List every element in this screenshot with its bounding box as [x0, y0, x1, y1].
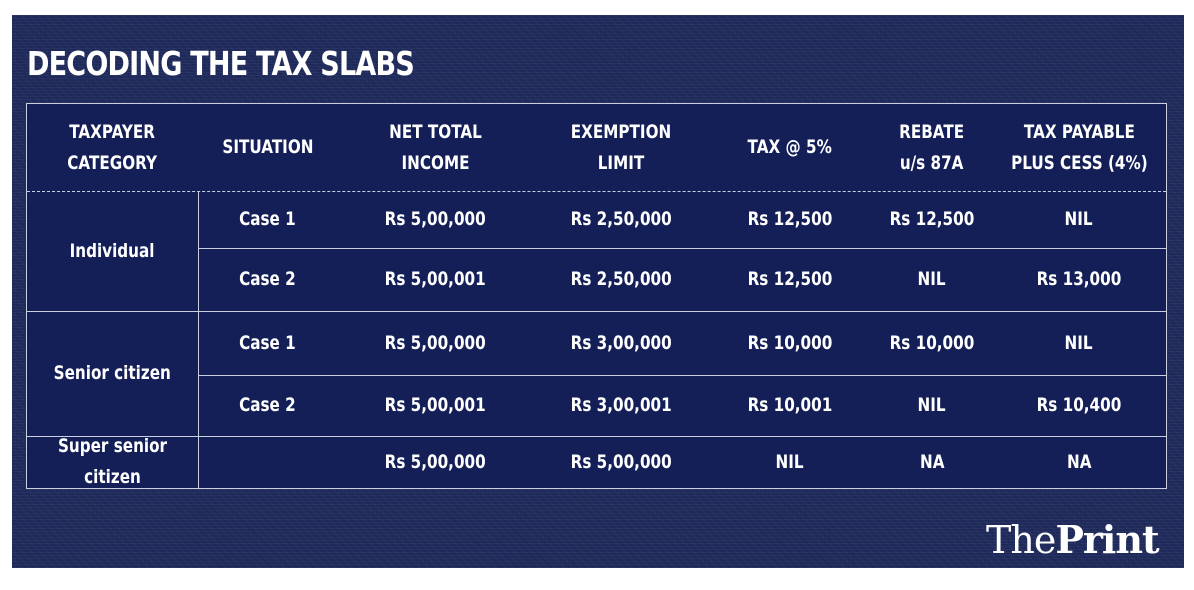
- cell-text: Case 1: [239, 331, 296, 354]
- cell-text: NIL: [917, 394, 947, 416]
- table-cell-rebate: [872, 191, 992, 248]
- cell-text: Rs 10,400: [1036, 394, 1122, 416]
- cell-text: Rs 5,00,000: [384, 450, 487, 473]
- table-cell-net-income: [337, 311, 534, 375]
- cell-text: NA: [1066, 450, 1092, 473]
- header-tax-5-text: TAX @ 5%: [747, 136, 833, 158]
- header-tax-5: [708, 104, 872, 191]
- header-rebate: [872, 104, 992, 191]
- table-cell-exemption: [534, 311, 708, 375]
- cell-text: NIL: [917, 268, 947, 290]
- cell-text: Rs 10,001: [747, 394, 833, 416]
- category-super-senior-citizen-text: Super senior citizen: [57, 435, 168, 488]
- cell-text: Rs 5,00,000: [384, 208, 487, 230]
- table-cell-net-income: [337, 191, 534, 248]
- category-senior-citizen: [27, 311, 198, 436]
- header-category-text: TAXPAYER CATEGORY: [67, 120, 158, 174]
- table-cell-tax-5: [708, 311, 872, 375]
- cell-text: Case 2: [239, 268, 296, 290]
- cell-text: NA: [919, 450, 945, 473]
- table-cell-exemption: [534, 436, 708, 488]
- table-cell-situation: [198, 311, 337, 375]
- table-cell-tax-5: [708, 248, 872, 311]
- category-senior-citizen-text: Senior citizen: [53, 362, 172, 384]
- table-cell-situation: [198, 375, 337, 436]
- header-situation-text: SITUATION: [221, 136, 314, 158]
- table-cell-net-income: [337, 248, 534, 311]
- cell-text: Rs 12,500: [889, 208, 975, 230]
- table-cell-situation: [198, 191, 337, 248]
- table-cell-exemption: [534, 375, 708, 436]
- cell-text: Rs 2,50,000: [570, 208, 672, 230]
- logo-the: The: [986, 518, 1056, 562]
- cell-text: Rs 5,00,001: [384, 394, 487, 416]
- header-net-income: [337, 104, 534, 191]
- table-cell-exemption: [534, 248, 708, 311]
- cell-text: Rs 5,00,000: [384, 331, 487, 354]
- cell-text: Rs 10,000: [747, 331, 833, 354]
- table-cell-exemption: [534, 191, 708, 248]
- cell-text: NIL: [1064, 208, 1094, 230]
- cell-text: Rs 12,500: [747, 208, 833, 230]
- cell-text: Rs 3,00,001: [570, 394, 672, 416]
- table-cell-tax-5: [708, 436, 872, 488]
- logo-print: Print: [1055, 517, 1159, 562]
- table-cell-tax-payable: [992, 436, 1166, 488]
- header-net-income-text: NET TOTAL INCOME: [389, 120, 482, 174]
- category-individual-text: Individual: [70, 239, 155, 262]
- cell-text: Rs 2,50,000: [570, 268, 672, 290]
- header-exemption: [534, 104, 708, 191]
- cell-text: Rs 10,000: [889, 331, 975, 354]
- table-cell-tax-payable: [992, 311, 1166, 375]
- table-cell-net-income: [337, 375, 534, 436]
- category-super-senior-citizen: [27, 436, 198, 488]
- table-cell-situation: [198, 248, 337, 311]
- header-situation: [198, 104, 337, 191]
- header-rebate-text: REBATE u/s 87A: [899, 120, 965, 174]
- table-cell-tax-payable: [992, 375, 1166, 436]
- header-exemption-text: EXEMPTION LIMIT: [570, 120, 672, 174]
- cell-text: NIL: [1064, 331, 1094, 354]
- cell-text: Rs 12,500: [747, 268, 833, 290]
- theprint-logo: [986, 518, 1159, 562]
- header-category: [27, 104, 198, 191]
- table-cell-tax-5: [708, 375, 872, 436]
- table-cell-tax-5: [708, 191, 872, 248]
- header-tax-payable: [992, 104, 1166, 191]
- header-tax-payable-text: TAX PAYABLE PLUS CESS (4%): [1010, 120, 1148, 174]
- cell-text: Rs 13,000: [1036, 268, 1122, 290]
- cell-text: Case 2: [239, 394, 296, 416]
- table-cell-rebate: [872, 436, 992, 488]
- table-cell-rebate: [872, 311, 992, 375]
- table-cell-net-income: [337, 436, 534, 488]
- table-cell-rebate: [872, 248, 992, 311]
- cell-text: Rs 5,00,001: [384, 268, 487, 290]
- cell-text: NIL: [775, 450, 805, 473]
- tax-slab-table: [26, 103, 1167, 489]
- cell-text: Rs 5,00,000: [570, 450, 672, 473]
- table-cell-rebate: [872, 375, 992, 436]
- table-cell-situation: [198, 436, 337, 488]
- table-cell-tax-payable: [992, 248, 1166, 311]
- category-individual: [27, 191, 198, 311]
- cell-text: Rs 3,00,000: [570, 331, 672, 354]
- cell-text: Case 1: [239, 208, 296, 230]
- table-cell-tax-payable: [992, 191, 1166, 248]
- page-title: DECODING THE TAX SLABS: [27, 44, 414, 83]
